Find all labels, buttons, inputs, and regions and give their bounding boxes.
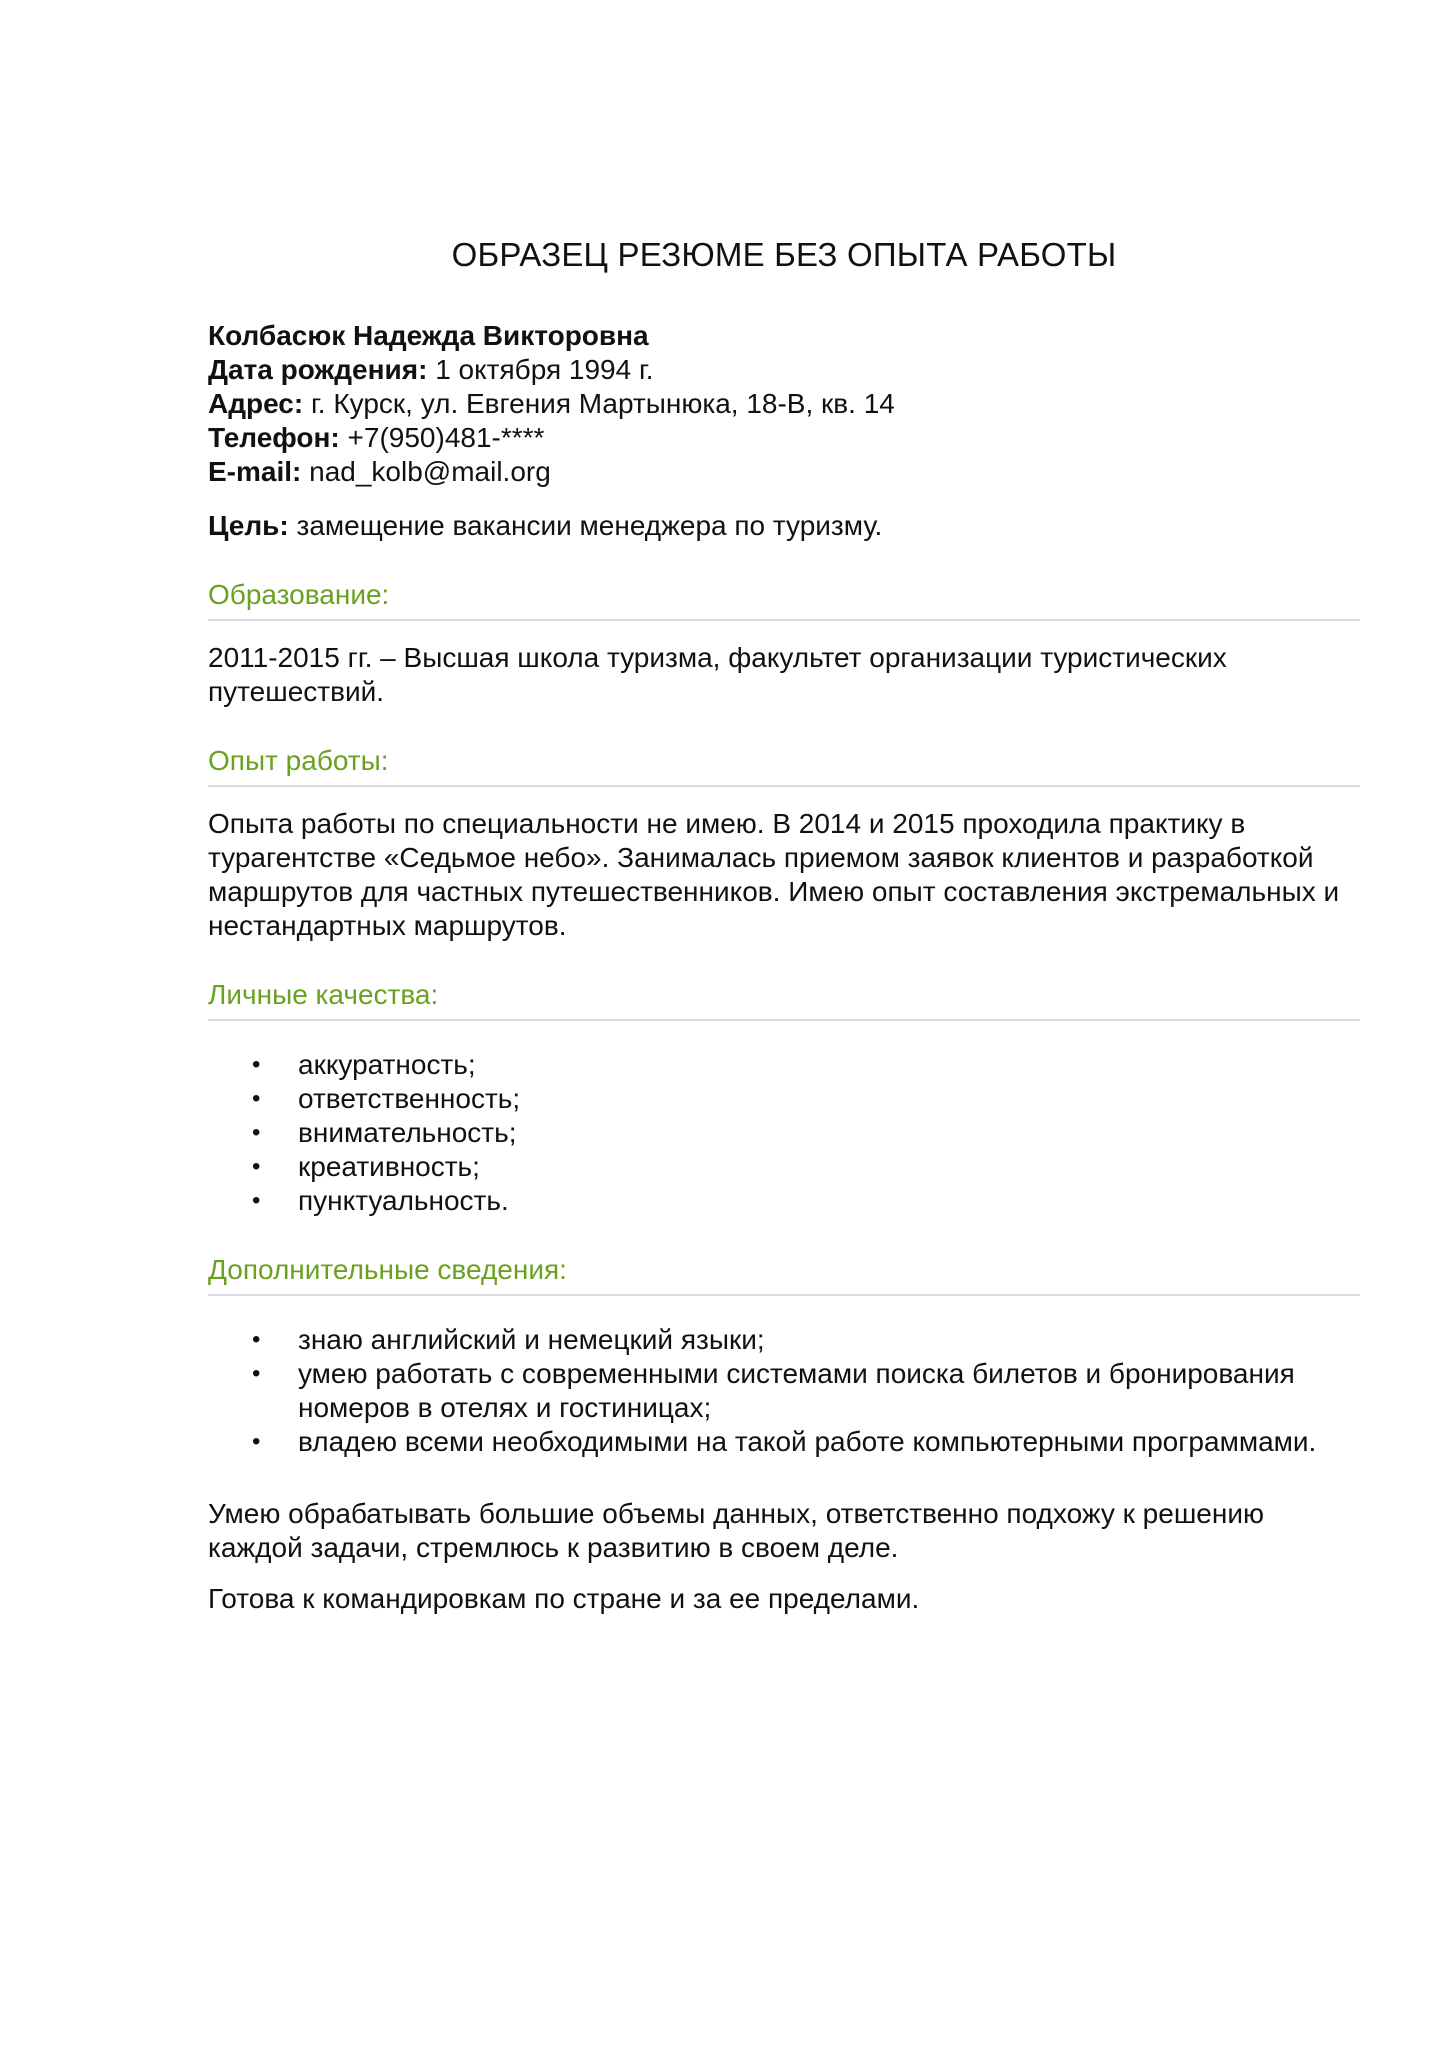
- phone-label: Телефон:: [208, 422, 340, 453]
- page-title: ОБРАЗЕЦ РЕЗЮМЕ БЕЗ ОПЫТА РАБОТЫ: [451, 236, 1117, 273]
- phone-value: +7(950)481-****: [347, 422, 545, 453]
- list-item-text: умею работать с современными системами поиска билетов и бронирования номеров в отелях и гостиницах;: [298, 1358, 1295, 1423]
- experience-heading: Опыт работы:: [208, 744, 1360, 787]
- bullet-icon: •: [252, 1360, 261, 1387]
- list-item: [208, 1082, 1360, 1116]
- additional-heading: Дополнительные сведения:: [208, 1253, 1360, 1296]
- qualities-heading: Личные качества:: [208, 978, 1360, 1021]
- qualities-section: [208, 978, 1360, 1218]
- education-heading: Образование:: [208, 578, 1360, 621]
- email-value: nad_kolb@mail.org: [309, 456, 551, 487]
- list-item: [208, 1323, 1360, 1357]
- additional-list: [208, 1323, 1360, 1459]
- address-value: г. Курск, ул. Евгения Мартынюка, 18-В, кв. 14: [310, 388, 895, 419]
- experience-text: Опыта работы по специальности не имею. В 2014 и 2015 проходила практику в турагентстве «Седьмое небо». Занималась приемом заявок клиентов и разработкой маршрутов для частных путешественников. Имею опыт составления экстремальных и нестандартных маршрутов.: [208, 808, 1340, 941]
- list-item: [208, 1184, 1360, 1218]
- email-row: [208, 455, 1360, 489]
- list-item-text: пунктуальность.: [298, 1185, 509, 1216]
- full-name: Колбасюк Надежда Викторовна: [208, 320, 649, 351]
- list-item: [208, 1116, 1360, 1150]
- list-item-text: креативность;: [298, 1151, 480, 1182]
- goal-label: Цель:: [208, 510, 289, 541]
- list-item-text: внимательность;: [298, 1117, 517, 1148]
- goal-value: замещение вакансии менеджера по туризму.: [296, 510, 883, 541]
- personal-info: [208, 319, 1360, 489]
- closing-paragraph-1: Умею обрабатывать большие объемы данных, ответственно подхожу к решению каждой задачи, стремлюсь к развитию в своем деле.: [208, 1498, 1264, 1563]
- bullet-icon: •: [252, 1119, 261, 1146]
- resume-content: [208, 236, 1360, 1616]
- list-item: [208, 1425, 1360, 1459]
- list-item-text: владею всеми необходимыми на такой работе компьютерными программами.: [298, 1426, 1317, 1457]
- list-item: [208, 1048, 1360, 1082]
- list-item: [208, 1357, 1360, 1425]
- email-label: E-mail:: [208, 456, 302, 487]
- bullet-icon: •: [252, 1085, 261, 1112]
- list-item-text: ответственность;: [298, 1083, 521, 1114]
- closing-paragraph-2: Готова к командировкам по стране и за ее пределами.: [208, 1583, 920, 1614]
- qualities-list: [208, 1048, 1360, 1218]
- education-section: [208, 578, 1360, 709]
- goal-row: [208, 509, 1360, 543]
- list-item: [208, 1150, 1360, 1184]
- bullet-icon: •: [252, 1326, 261, 1353]
- experience-section: [208, 744, 1360, 943]
- birth-date-label: Дата рождения:: [208, 354, 428, 385]
- education-text: 2011-2015 гг. – Высшая школа туризма, факультет организации туристических путешествий.: [208, 642, 1227, 707]
- list-item-text: аккуратность;: [298, 1049, 476, 1080]
- list-item-text: знаю английский и немецкий языки;: [298, 1324, 765, 1355]
- bullet-icon: •: [252, 1187, 261, 1214]
- address-row: [208, 387, 1360, 421]
- bullet-icon: •: [252, 1428, 261, 1455]
- additional-section: [208, 1253, 1360, 1459]
- address-label: Адрес:: [208, 388, 304, 419]
- phone-row: [208, 421, 1360, 455]
- bullet-icon: •: [252, 1153, 261, 1180]
- bullet-icon: •: [252, 1051, 261, 1078]
- birth-date-row: [208, 353, 1360, 387]
- birth-date-value: 1 октября 1994 г.: [435, 354, 654, 385]
